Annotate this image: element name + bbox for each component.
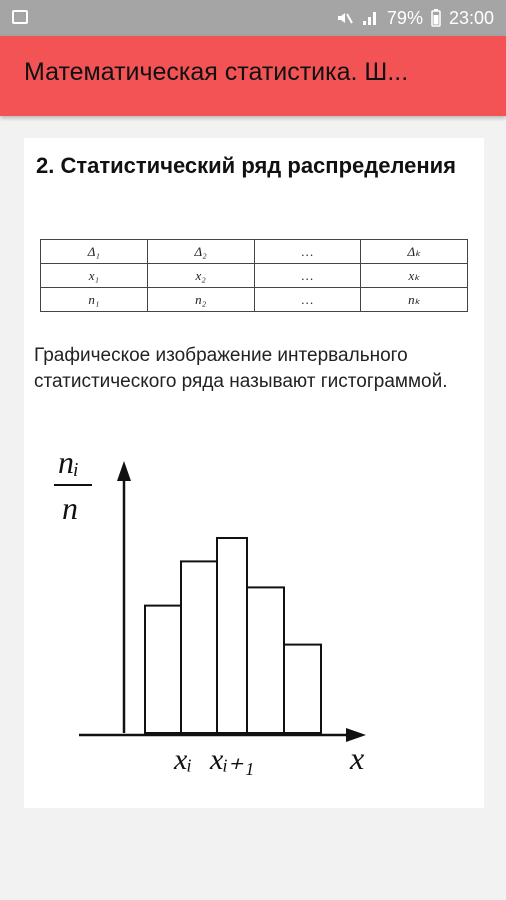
- table-cell: n₁: [41, 288, 148, 312]
- x-axis-label: x: [350, 740, 365, 776]
- table-cell: …: [254, 288, 361, 312]
- table-row: [41, 264, 468, 288]
- app-title: Математическая статистика. Ш...: [24, 58, 409, 86]
- app-bar: [0, 36, 506, 116]
- histogram-figure: [24, 433, 484, 793]
- distribution-table: [40, 239, 468, 312]
- mute-icon: [335, 9, 353, 27]
- histogram-bar: [284, 645, 321, 733]
- table-cell: x₁: [41, 264, 148, 288]
- table-cell: xₖ: [361, 264, 468, 288]
- table-cell: …: [254, 264, 361, 288]
- table-cell: x₂: [147, 264, 254, 288]
- status-bar: [0, 0, 506, 36]
- tick-label-xi: xᵢ: [174, 743, 193, 776]
- histogram-bar: [181, 561, 217, 733]
- description-paragraph: Графическое изображение интервального статистического ряда называют гистограммой.: [34, 345, 448, 392]
- signal-icon: [361, 9, 379, 27]
- status-indicators: [335, 0, 494, 36]
- table-cell: Δ₁: [41, 240, 148, 264]
- histogram-bars: [145, 538, 321, 733]
- table-cell: n₂: [147, 288, 254, 312]
- histogram-bar: [217, 538, 247, 733]
- y-axis-arrow: [117, 461, 131, 481]
- table-row: [41, 288, 468, 312]
- table-cell: Δ₂: [147, 240, 254, 264]
- table-cell: Δₖ: [361, 240, 468, 264]
- battery-percent: 79%: [386, 7, 423, 28]
- battery-icon: [431, 9, 441, 27]
- histogram-bar: [247, 587, 284, 733]
- section-heading: 2. Статистический ряд распределения: [36, 153, 457, 178]
- y-label-numerator: nᵢ: [58, 444, 80, 480]
- y-label-denominator: n: [62, 490, 78, 526]
- table-row: [41, 240, 468, 264]
- table-cell: …: [254, 240, 361, 264]
- tick-label-xi1: xᵢ₊₁: [210, 743, 255, 776]
- table-cell: nₖ: [361, 288, 468, 312]
- content-card: [24, 138, 484, 808]
- image-notification-icon: [12, 10, 28, 24]
- clock: 23:00: [448, 7, 494, 28]
- histogram-bar: [145, 606, 181, 733]
